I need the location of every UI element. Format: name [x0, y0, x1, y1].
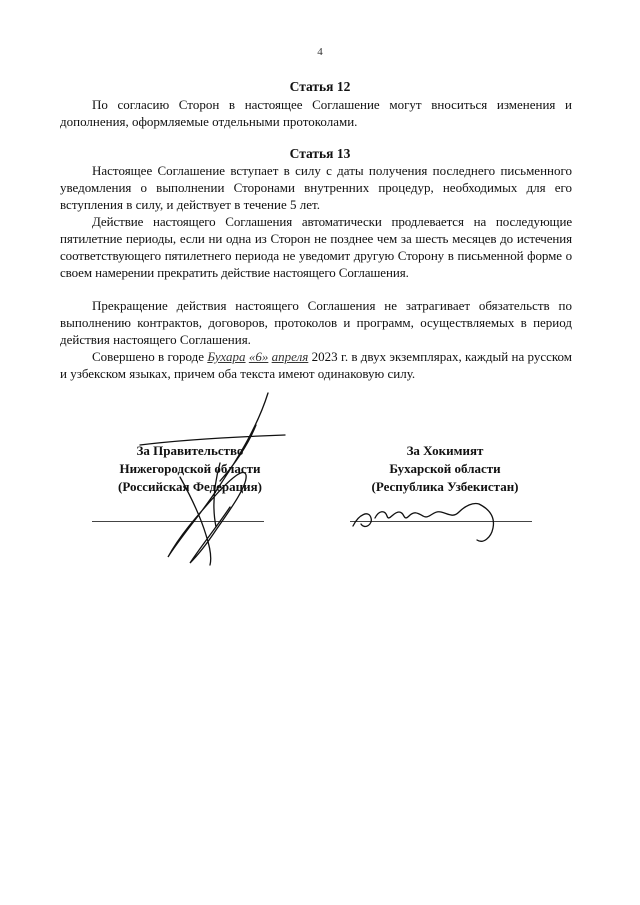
closing-day: «6»: [248, 349, 269, 364]
article-13-paragraph-1: Настоящее Соглашение вступает в силу с даты получения последнего письменного уведомления о выполнении Сторонами внутренних процедур, необходимых для его вступления в силу, и действует в течение 5 лет.: [60, 163, 572, 212]
article-12-paragraph: По согласию Сторон в настоящее Соглашение могут вноситься изменения и дополнения, оформляемые отдельными протоколами.: [60, 97, 572, 129]
right-signatory-line-2: Бухарской области: [389, 461, 501, 476]
left-signatory-line-1: За Правительство: [136, 443, 244, 458]
left-signatory-line-2: Нижегородской области: [119, 461, 261, 476]
closing-year: 2023: [311, 349, 338, 364]
closing-city: Бухара: [207, 349, 246, 364]
article-12-heading: Статья 12: [289, 79, 351, 94]
article-13-heading: Статья 13: [289, 146, 351, 161]
closing-suffix: г. в двух экземплярах, каждый на русском и узбекском языках, причем оба текста имеют одинаковую силу.: [60, 349, 573, 381]
right-signatory-line-3: (Республика Узбекистан): [371, 479, 519, 494]
closing-month: апреля: [271, 349, 309, 364]
article-13-paragraph-3: Прекращение действия настоящего Соглашения не затрагивает обязательств по выполнению контрактов, договоров, протоколов и программ, осуществляемых в период действия настоящего Соглашения.: [60, 298, 572, 347]
right-signatory-line-1: За Хокимият: [406, 443, 484, 458]
page-number: 4: [317, 46, 323, 58]
left-handwritten-signature: [120, 385, 300, 570]
article-13-closing-paragraph: [60, 348, 572, 382]
right-handwritten-signature: [345, 488, 525, 548]
closing-prefix: Совершено в городе: [92, 349, 204, 364]
left-signatory-line-3: (Российская Федерация): [118, 479, 262, 494]
article-13-paragraph-2: Действие настоящего Соглашения автоматически продлевается на последующие пятилетние периоды, если ни одна из Сторон не позднее чем за шесть месяцев до истечения соответствующего пятилетнего периода не уведомит другую Сторону в письменной форме о своем намерении прекратить действие настоящего Соглашения.: [60, 214, 572, 280]
